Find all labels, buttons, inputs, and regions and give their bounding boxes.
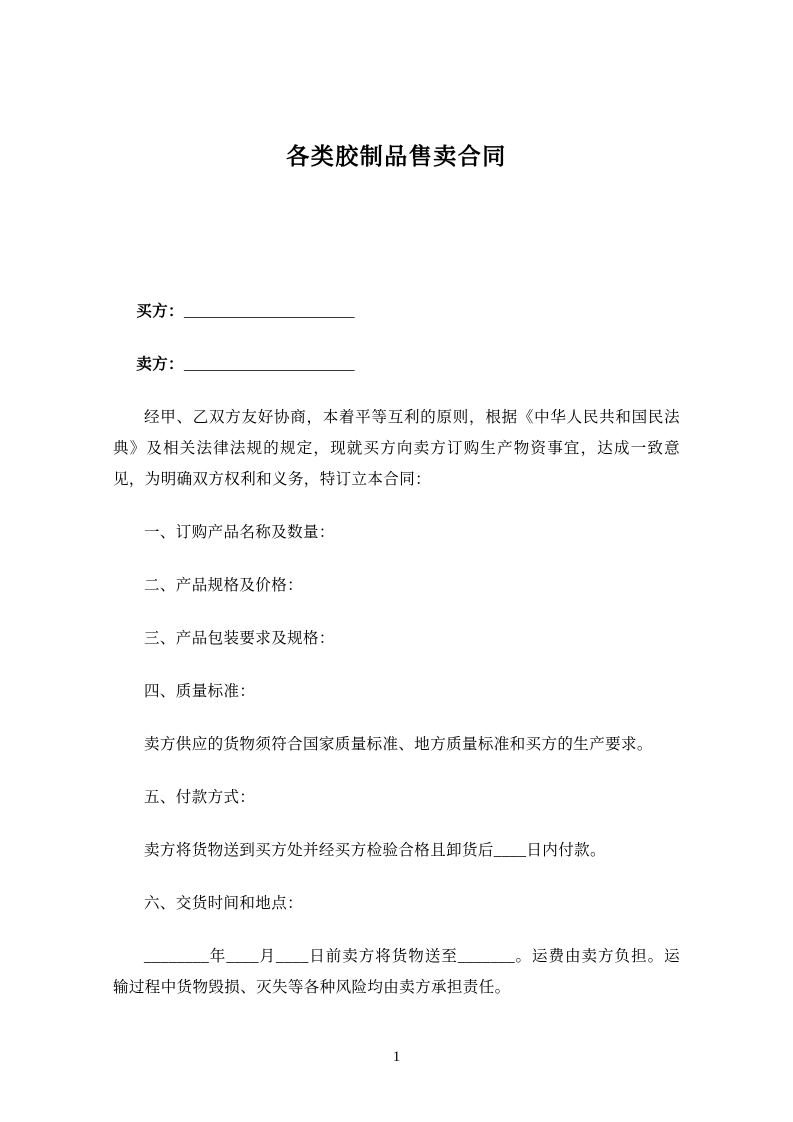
buyer-line <box>113 296 680 327</box>
clause-5-heading: 五、付款方式： <box>144 789 256 806</box>
page-number: 1 <box>392 1049 401 1065</box>
clause-4-body: 卖方供应的货物须符合国家质量标准、地方质量标准和买方的生产要求。 <box>144 736 653 753</box>
clause-5-body: 卖方将货物送到买方处并经买方检验合格且卸货后____日内付款。 <box>144 842 606 859</box>
preamble-paragraph: 经甲、乙双方友好协商，本着平等互利的原则，根据《中华人民共和国民法典》及相关法律法规的规定，现就买方向卖方订购生产物资事宜，达成一致意见，为明确双方权利和义务，特订立本合同： <box>113 409 680 488</box>
seller-blank-line: ______________________ <box>183 356 355 373</box>
buyer-blank-line: ______________________ <box>183 303 355 320</box>
buyer-label: 买方： <box>136 303 184 320</box>
clause-4-heading: 四、质量标准： <box>144 683 256 700</box>
clause-3-heading: 三、产品包装要求及规格： <box>144 630 335 647</box>
seller-label: 卖方： <box>136 356 184 373</box>
clause-6-body: ________年____月____日前卖方将货物送至_______。运费由卖方负担。运输过程中货物毁损、灭失等各种风险均由卖方承担责任。 <box>113 948 680 996</box>
seller-line <box>113 349 680 380</box>
clause-1-heading: 一、订购产品名称及数量： <box>144 524 335 541</box>
clause-6-heading: 六、交货时间和地点： <box>144 895 304 912</box>
clause-2-heading: 二、产品规格及价格： <box>144 577 304 594</box>
document-title: 各类胶制品售卖合同 <box>286 143 507 169</box>
